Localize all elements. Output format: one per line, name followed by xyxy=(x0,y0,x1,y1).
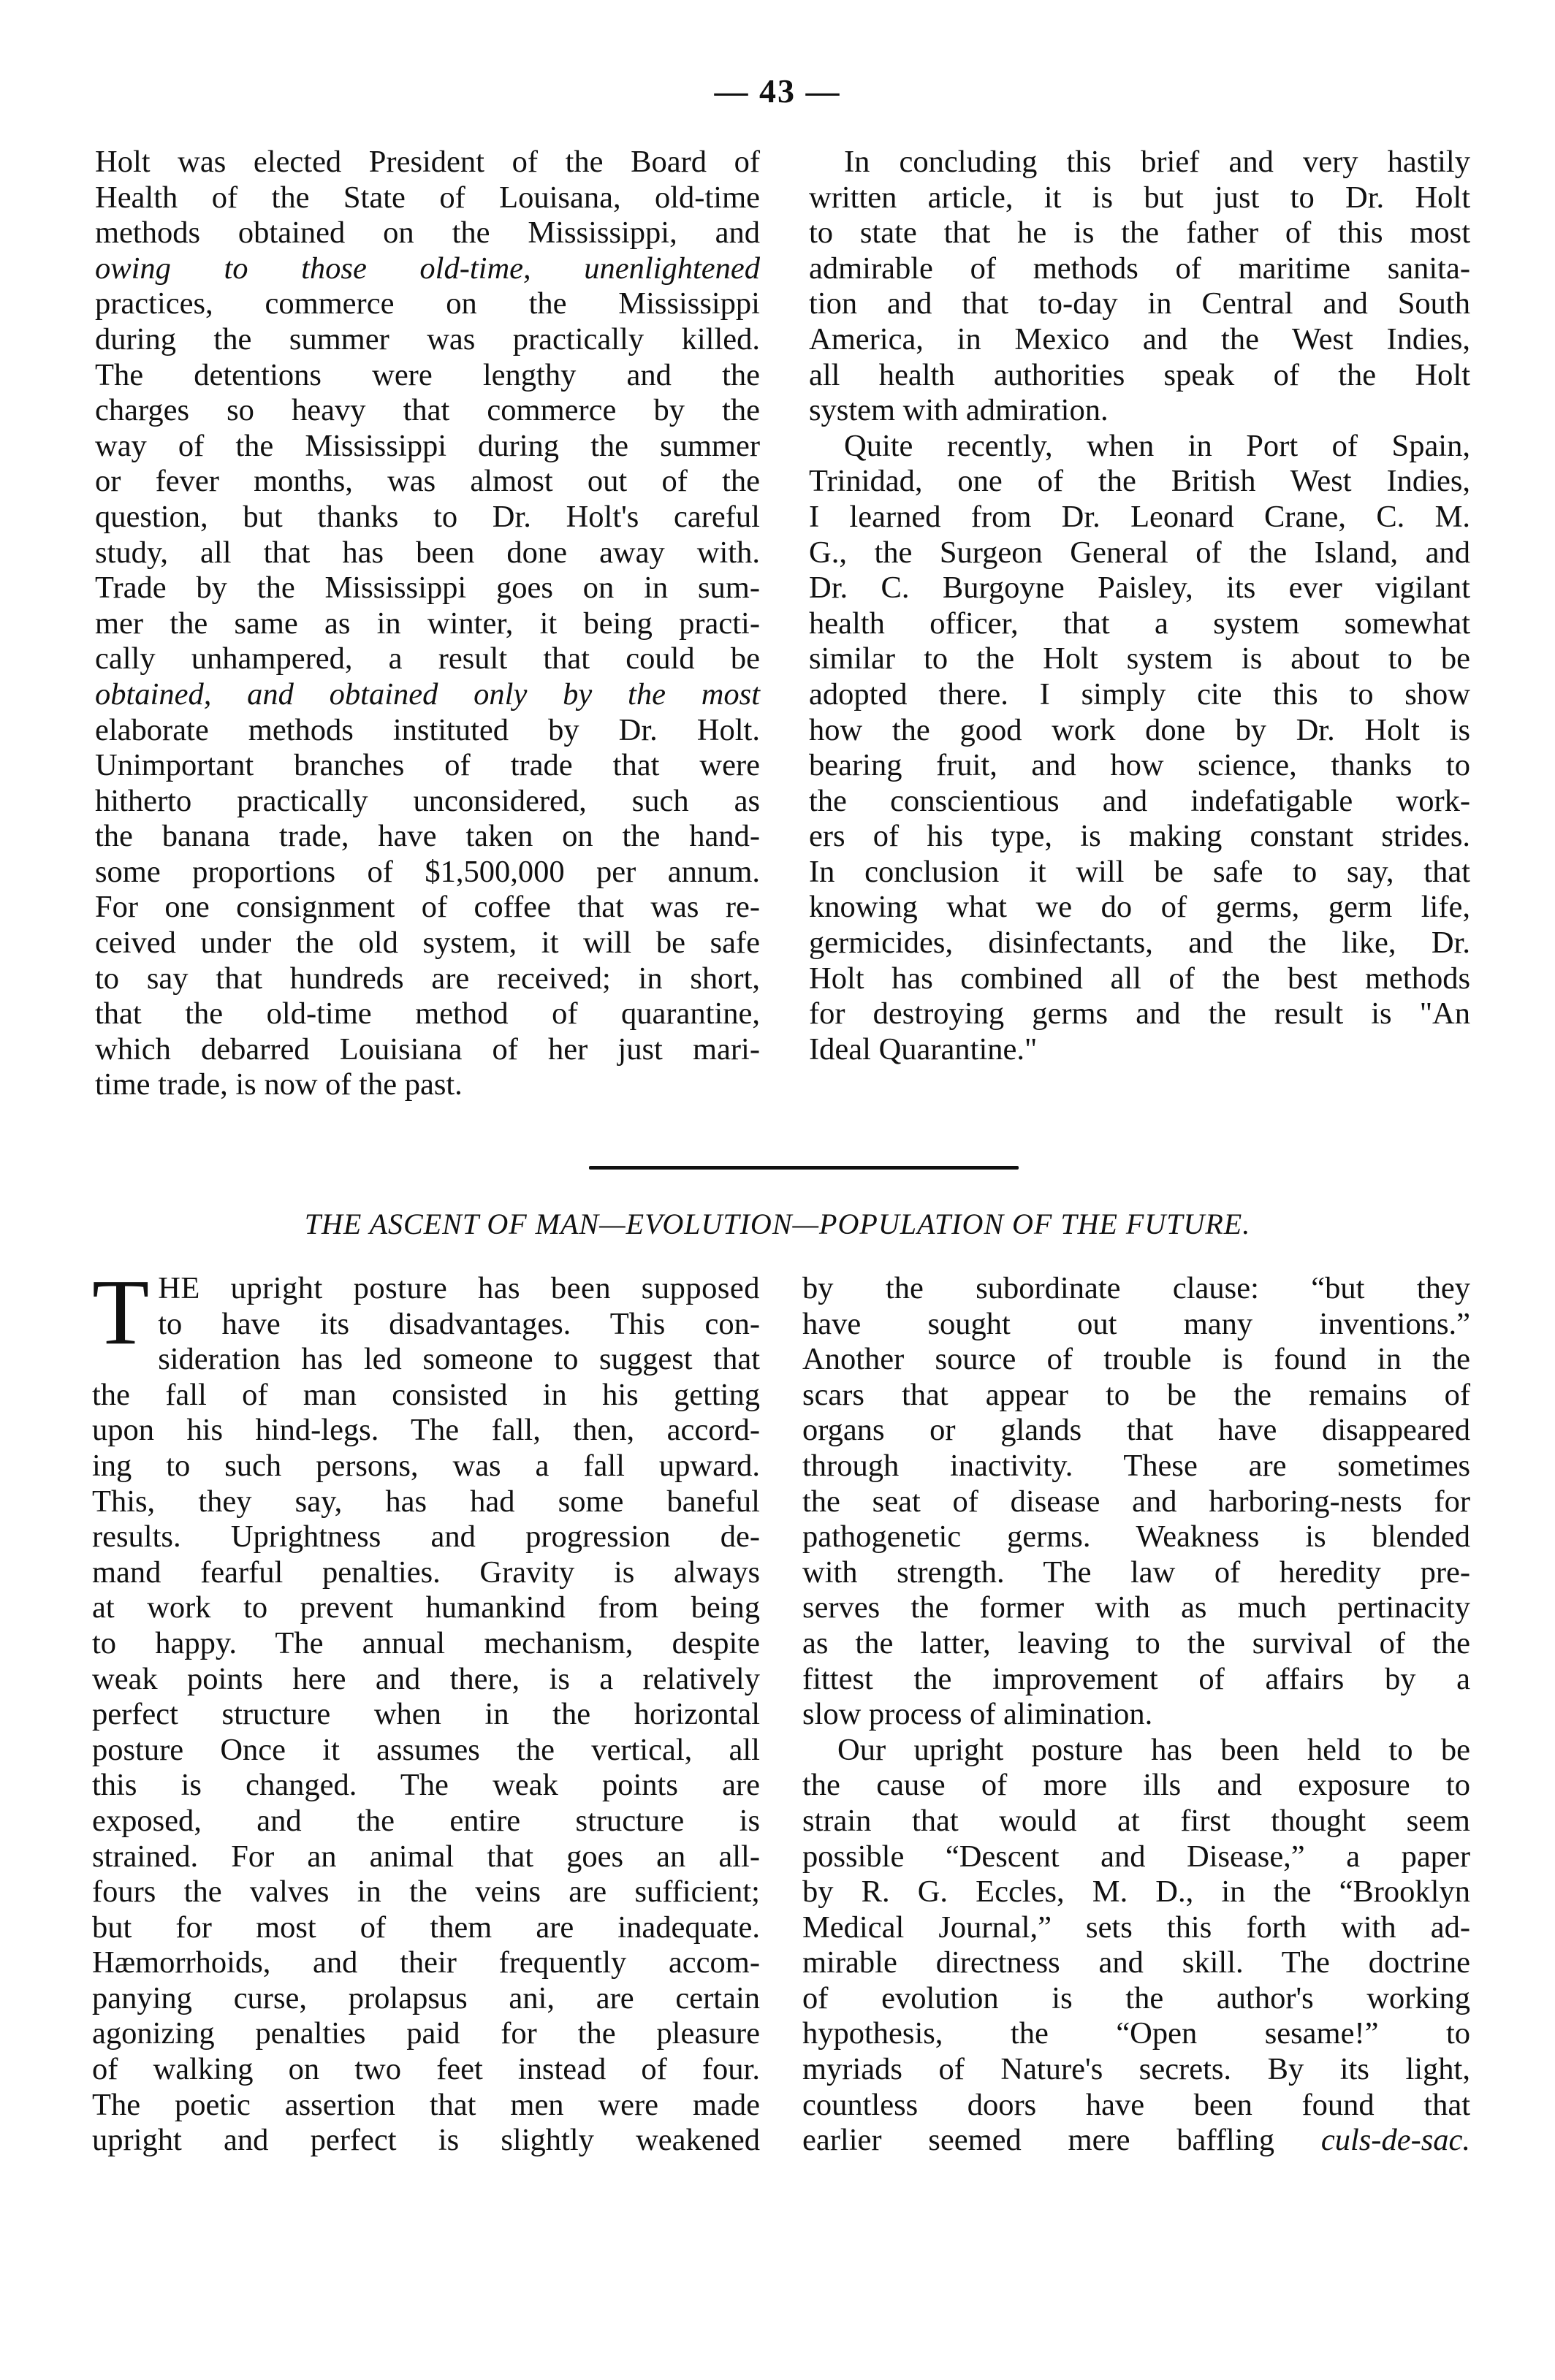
text-line: to say that hundreds are received; in short, xyxy=(95,961,760,996)
text-line: posture Once it assumes the vertical, all xyxy=(92,1732,760,1767)
text-line: admirable of methods of maritime sanita- xyxy=(809,251,1470,286)
text-line: results. Uprightness and progression de- xyxy=(92,1519,760,1555)
text-line: agonizing penalties paid for the pleasure xyxy=(92,2016,760,2051)
text-line: of evolution is the author's working xyxy=(802,1980,1470,2015)
text-line: by the subordinate clause: “but they xyxy=(802,1271,1470,1305)
text-line: that the old-time method of quarantine, xyxy=(95,996,760,1031)
text-line: HE upright posture has been supposed xyxy=(158,1271,760,1305)
text-line: strained. For an animal that goes an all- xyxy=(92,1839,760,1874)
text-line: America, in Mexico and the West Indies, xyxy=(809,321,1470,356)
text-line: slow process of alimination. xyxy=(802,1697,1153,1732)
text-line: countless doors have been found that xyxy=(802,2087,1470,2122)
previous-article-left-column xyxy=(95,145,760,1103)
text-line: Hæmorrhoids, and their frequently accom- xyxy=(92,1945,760,1980)
text-line: written article, it is but just to Dr. Holt xyxy=(809,180,1470,215)
text-line: scars that appear to be the remains of xyxy=(802,1377,1470,1412)
text-line: G., the Surgeon General of the Island, and xyxy=(809,535,1470,570)
text-line: panying curse, prolapsus ani, are certain xyxy=(92,1980,760,2015)
text-line: exposed, and the entire structure is xyxy=(92,1803,760,1838)
text-line: which debarred Louisiana of her just mari- xyxy=(95,1031,760,1067)
text-line: Another source of trouble is found in the xyxy=(802,1342,1470,1377)
text-line: but for most of them are inadequate. xyxy=(92,1910,760,1945)
text-line: as the latter, leaving to the survival of the xyxy=(802,1625,1470,1660)
text-line: myriads of Nature's secrets. By its light, xyxy=(802,2052,1470,2087)
text-line: to state that he is the father of this most xyxy=(809,216,1470,251)
text-line: bearing fruit, and how science, thanks to xyxy=(809,748,1470,783)
page-number: — 43 — xyxy=(714,72,841,110)
text-line: hypothesis, the “Open sesame!” to xyxy=(802,2016,1470,2051)
text-line: during the summer was practically killed. xyxy=(95,321,760,356)
text-line: germicides, disinfectants, and the like, Dr. xyxy=(809,926,1470,961)
text-line: question, but thanks to Dr. Holt's careful xyxy=(95,499,760,534)
text-line: the cause of more ills and exposure to xyxy=(802,1768,1470,1803)
text-line: system with admiration. xyxy=(809,393,1109,428)
text-line: methods obtained on the Mississippi, and xyxy=(95,216,760,251)
text-line: have sought out many inventions.” xyxy=(802,1306,1470,1341)
text-line: with strength. The law of heredity pre- xyxy=(802,1555,1470,1590)
text-line: Holt has combined all of the best methods xyxy=(809,961,1470,996)
text-line: I learned from Dr. Leonard Crane, C. M. xyxy=(809,499,1470,534)
text-line: Health of the State of Louisana, old-time xyxy=(95,180,760,215)
text-line: perfect structure when in the horizontal xyxy=(92,1697,760,1732)
text-line: earlier seemed mere baffling culs-de-sac. xyxy=(802,2123,1470,2158)
text-line: fours the valves in the veins are sufficient; xyxy=(92,1874,760,1910)
text-line: mer the same as in winter, it being practi- xyxy=(95,606,760,641)
text-line: to have its disadvantages. This con- xyxy=(158,1306,760,1341)
text-line: sideration has led someone to suggest that xyxy=(158,1342,760,1377)
text-line: weak points here and there, is a relatively xyxy=(92,1661,760,1696)
section-divider-rule xyxy=(589,1166,1019,1170)
article-right-column xyxy=(802,1271,1470,2159)
text-line: the conscientious and indefatigable work- xyxy=(809,783,1470,818)
text-line: mand fearful penalties. Gravity is always xyxy=(92,1555,760,1590)
text-line: ceived under the old system, it will be safe xyxy=(95,926,760,961)
text-line: knowing what we do of germs, germ life, xyxy=(809,890,1470,925)
previous-article-right-column xyxy=(809,145,1470,1067)
text-line: ing to such persons, was a fall upward. xyxy=(92,1448,760,1483)
text-line: practices, commerce on the Mississippi xyxy=(95,286,760,321)
text-line: some proportions of $1,500,000 per annum. xyxy=(95,854,760,889)
text-line: cally unhampered, a result that could be xyxy=(95,641,760,676)
text-line: charges so heavy that commerce by the xyxy=(95,393,760,428)
text-line: all health authorities speak of the Holt xyxy=(809,357,1470,392)
text-line: at work to prevent humankind from being xyxy=(92,1590,760,1625)
text-line: mirable directness and skill. The doctrine xyxy=(802,1945,1470,1980)
text-line: fittest the improvement of affairs by a xyxy=(802,1661,1470,1696)
text-line: Our upright posture has been held to be xyxy=(837,1732,1470,1767)
text-line: way of the Mississippi during the summer xyxy=(95,428,760,463)
text-line: by R. G. Eccles, M. D., in the “Brooklyn xyxy=(802,1874,1470,1910)
text-line: ers of his type, is making constant strides. xyxy=(809,819,1470,854)
text-line: pathogenetic germs. Weakness is blended xyxy=(802,1519,1470,1555)
text-line: The poetic assertion that men were made xyxy=(92,2087,760,2122)
text-line: the banana trade, have taken on the hand- xyxy=(95,819,760,854)
text-line: organs or glands that have disappeared xyxy=(802,1413,1470,1448)
text-line: for destroying germs and the result is "An xyxy=(809,996,1470,1031)
text-line: or fever months, was almost out of the xyxy=(95,464,760,499)
text-line: obtained, and obtained only by the most xyxy=(95,676,760,712)
text-line: Trinidad, one of the British West Indies, xyxy=(809,464,1470,499)
text-line: For one consignment of coffee that was re- xyxy=(95,890,760,925)
text-line: possible “Descent and Disease,” a paper xyxy=(802,1839,1470,1874)
text-line: time trade, is now of the past. xyxy=(95,1067,463,1102)
text-line: Ideal Quarantine." xyxy=(809,1031,1038,1067)
text-line: elaborate methods instituted by Dr. Holt. xyxy=(95,712,760,747)
text-line: Medical Journal,” sets this forth with ad- xyxy=(802,1910,1470,1945)
text-line: study, all that has been done away with. xyxy=(95,535,760,570)
drop-cap: T xyxy=(92,1260,150,1364)
text-line: In concluding this brief and very hastily xyxy=(844,145,1470,179)
text-line: tion and that to-day in Central and South xyxy=(809,286,1470,321)
text-line: owing to those old-time, unenlightened xyxy=(95,251,760,286)
text-line: The detentions were lengthy and the xyxy=(95,357,760,392)
text-line: Trade by the Mississippi goes on in sum- xyxy=(95,571,760,606)
text-line: this is changed. The weak points are xyxy=(92,1768,760,1803)
text-line: to happy. The annual mechanism, despite xyxy=(92,1625,760,1660)
italic-phrase: culs-de-sac. xyxy=(1274,2123,1470,2158)
text-line: upon his hind-legs. The fall, then, accord- xyxy=(92,1413,760,1448)
text-line: similar to the Holt system is about to be xyxy=(809,641,1470,676)
text-line: how the good work done by Dr. Holt is xyxy=(809,712,1470,747)
text-line: hitherto practically unconsidered, such as xyxy=(95,783,760,818)
text-line: This, they say, has had some baneful xyxy=(92,1484,760,1519)
text-line: adopted there. I simply cite this to show xyxy=(809,676,1470,712)
text-line: strain that would at first thought seem xyxy=(802,1803,1470,1838)
text-line: Holt was elected President of the Board of xyxy=(95,145,760,179)
text-line: through inactivity. These are sometimes xyxy=(802,1448,1470,1483)
text-line: Dr. C. Burgoyne Paisley, its ever vigilant xyxy=(809,571,1470,606)
text-line: Unimportant branches of trade that were xyxy=(95,748,760,783)
text-line: of walking on two feet instead of four. xyxy=(92,2052,760,2087)
article-title: THE ASCENT OF MAN—EVOLUTION—POPULATION OF THE FUTURE. xyxy=(304,1208,1251,1240)
text-line: In conclusion it will be safe to say, that xyxy=(809,854,1470,889)
text-line: the seat of disease and harboring-nests for xyxy=(802,1484,1470,1519)
text-line: upright and perfect is slightly weakened xyxy=(92,2123,760,2158)
text-line: the fall of man consisted in his getting xyxy=(92,1377,760,1412)
text-line: serves the former with as much pertinacity xyxy=(802,1590,1470,1625)
text-line: health officer, that a system somewhat xyxy=(809,606,1470,641)
text-line: Quite recently, when in Port of Spain, xyxy=(844,428,1470,463)
article-left-column xyxy=(92,1260,760,2159)
